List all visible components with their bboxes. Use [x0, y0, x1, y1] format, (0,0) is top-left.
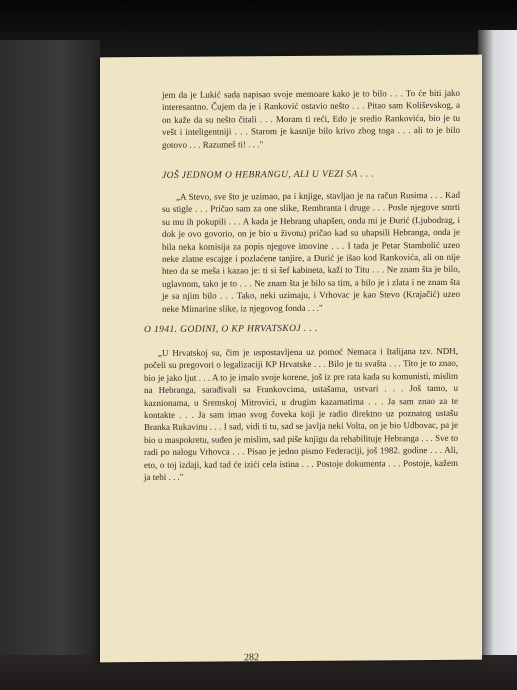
desk-surface-left — [0, 40, 100, 690]
section-paragraph-hebrang: „A Stevo, sve što je uzimao, pa i knjige, stavljao je na račun Rusima . . . Kad su stigle . . . Pričao sam za one slike, Rembranta i druge . . . Posle njegove smrti su mu ih pokupili . . . A kada je Hebrang uhapšen, onda mi je Đurić (Ljubodrag, i dok je ovo govorio, on je bio u životu) pričao kad su uhapsili Hebranga, onda je bila neka komisija za popis njegove imovine . . . I tada je Petar Stambolić uzeo neke zlatne escajge i pozlaćene tanjire, a Đurić je išao kod Rankovića, ali on nije hteo da se meša i kazao je: ti si šef kabineta, kaži to Titu . . . Ne znam šta je bilo, uglavnom, tako je to . . . Ne znam šta je bilo sa tim, a bilo je i zlata i ne znam šta je sa njim bilo . . . Tako, neki uzimaju, i Vrhovac je kao Stevo (Krajačić) uzeo neke Mimarine slike, iz njegovog fonda . . ." — [162, 189, 460, 314]
section-heading-hebrang: JOŠ JEDNOM O HEBRANGU, ALI U VEZI SA . . . — [162, 169, 375, 181]
page-number: 282 — [244, 652, 259, 664]
section-paragraph-1941: „U Hrvatskoj su, čim je uspostavljena uz pomoć Nemaca i Italijana tzv. NDH, počeli su pregovori o legalizaciji KP Hrvatske . . . Bilo je tu svašta . . . Tito je to znao, bio je jako ljut . . . A to je imalo svoje korene, još iz pre rata kada su komunisti, mislim na Hebranga, sarađivali sa Frankovcima, ustašama, ustvari . . . Još tamo, u kaznionama, u Sremskoj Mitrovici, u drugim kazamatima . . . Ja sam znao za te kontakte . . . Ja sam imao svog čoveka koji je radio direktno uz poznatog ustašu Branka Rukavinu . . . I sad, vidi ti tu, sad se javlja neki Volta, on je bio Udbovac, pa je bio u maspokretu, suđen je mislim, sad piše knjigu da rehabilituje Hebranga . . . Sve to radi po nalogu Vrhovca . . . Pisao je jedno pismo Federaciji, još 1982. godine . . . Ali, eto, o toj izdaji, kad tad će izići cela istina . . . Postoje dokumenta . . . Postoje, kažem ja tebi . . ." — [144, 345, 458, 483]
intro-paragraph: jem da je Lukić sada napisao svoje memoare kako je to bilo . . . To će biti jako interesantno. Čujem da je i Ranković ostavio nešto . . . Pitao sam Koliševskog, a on kaže da su nešto čitali . . . Moram ti reći, Edo je sredio Rankovića, bio je tu vešt i inteligentniji . . . Starom je kasnije bilo krivo zbog toga . . . ali to je bilo gotovo . . . Razumeš ti! . . ." — [162, 87, 460, 150]
section-heading-1941: O 1941. GODINI, O KP HRVATSKOJ . . . — [144, 323, 318, 336]
book-page — [100, 55, 482, 663]
adjacent-book-edge — [478, 30, 517, 690]
